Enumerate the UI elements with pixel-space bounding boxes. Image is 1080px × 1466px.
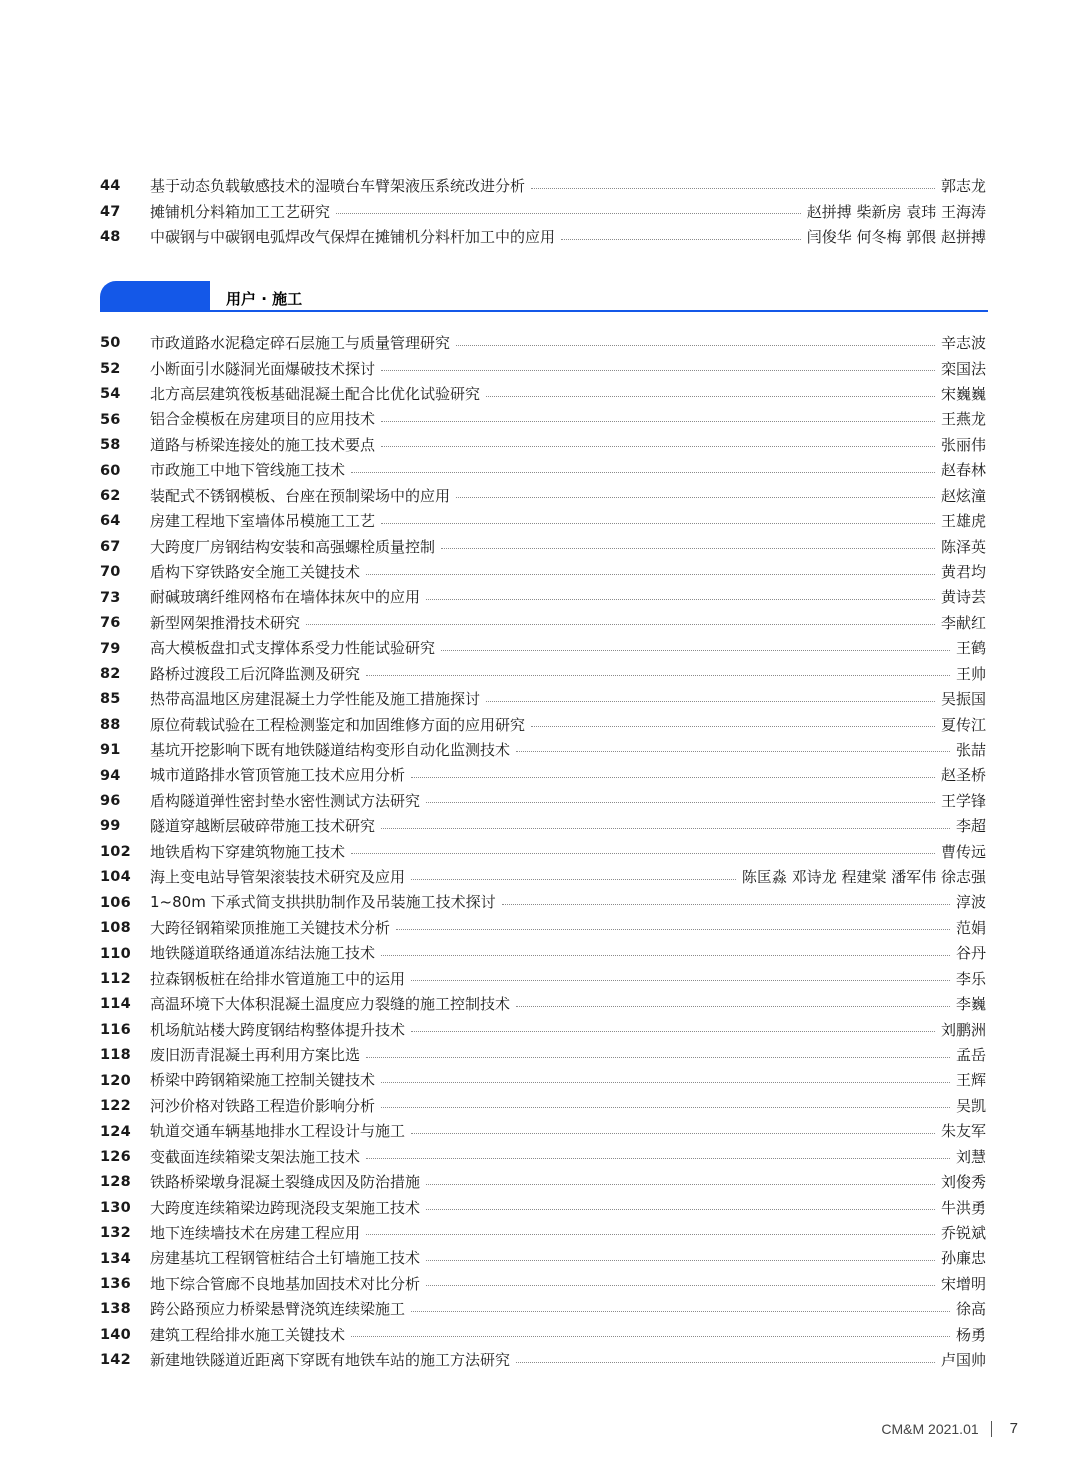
toc-page-number: 54 bbox=[100, 386, 121, 403]
toc-dot-leader bbox=[441, 650, 950, 651]
toc-article-title: 高温环境下大体积混凝土温度应力裂缝的施工控制技术 bbox=[150, 995, 511, 1014]
toc-article-title: 海上变电站导管架滚装技术研究及应用 bbox=[150, 868, 406, 887]
toc-dot-leader bbox=[426, 802, 935, 803]
toc-article-title: 新型网架推滑技术研究 bbox=[150, 613, 301, 632]
toc-entry bbox=[100, 1068, 986, 1093]
toc-page-number: 102 bbox=[100, 843, 131, 860]
toc-authors: 王学锋 bbox=[940, 791, 986, 810]
footer-journal: CM&M 2021.01 bbox=[881, 1420, 979, 1437]
toc-entry bbox=[100, 738, 986, 763]
toc-article-title: 盾构下穿铁路安全施工关键技术 bbox=[150, 563, 361, 581]
toc-entry bbox=[100, 199, 986, 224]
toc-entry bbox=[100, 407, 986, 432]
toc-entry bbox=[100, 225, 986, 250]
toc-entry bbox=[100, 560, 986, 585]
toc-article-title: 地铁隧道联络通道冻结法施工技术 bbox=[150, 944, 376, 963]
toc-authors: 栾国法 bbox=[940, 359, 986, 378]
toc-article-title: 市政施工中地下管线施工技术 bbox=[150, 461, 346, 480]
toc-authors: 王辉 bbox=[955, 1071, 986, 1090]
toc-authors: 李乐 bbox=[955, 969, 986, 988]
toc-page-number: 85 bbox=[100, 691, 121, 708]
toc-page-number: 62 bbox=[100, 487, 121, 504]
toc-dot-leader bbox=[411, 1311, 950, 1312]
toc-page-number: 58 bbox=[100, 437, 121, 454]
toc-page-number: 106 bbox=[100, 894, 131, 911]
toc-page-number: 82 bbox=[100, 665, 121, 682]
toc-authors: 黄君均 bbox=[940, 563, 986, 581]
toc-article-title: 废旧沥青混凝土再利用方案比选 bbox=[150, 1046, 361, 1065]
toc-authors: 吴凯 bbox=[955, 1096, 986, 1115]
toc-article-title: 大跨径钢箱梁顶推施工关键技术分析 bbox=[150, 918, 391, 937]
toc-authors: 宋增明 bbox=[940, 1274, 986, 1293]
toc-dot-leader bbox=[411, 777, 935, 778]
toc-page-number: 44 bbox=[100, 178, 121, 195]
toc-authors: 刘鹏洲 bbox=[940, 1020, 986, 1039]
toc-dot-leader bbox=[516, 751, 950, 752]
toc-page-number: 104 bbox=[100, 869, 131, 886]
toc-page-number: 112 bbox=[100, 971, 131, 987]
page-number: 7 bbox=[1009, 1420, 1018, 1437]
toc-dot-leader bbox=[502, 904, 950, 905]
toc-dot-leader bbox=[426, 599, 935, 600]
toc-authors: 孙廉忠 bbox=[940, 1249, 986, 1268]
toc-page-number: 128 bbox=[100, 1174, 131, 1191]
toc-article-title: 建筑工程给排水施工关键技术 bbox=[150, 1325, 346, 1344]
toc-page-number: 79 bbox=[100, 640, 121, 657]
toc-dot-leader bbox=[396, 929, 950, 930]
toc-dot-leader bbox=[516, 1362, 935, 1363]
toc-authors: 赵拼搏 柴新房 袁玮 王海涛 bbox=[806, 202, 986, 221]
toc-dot-leader bbox=[516, 1006, 950, 1007]
toc-authors: 朱友军 bbox=[940, 1122, 986, 1141]
toc-article-title: 铝合金模板在房建项目的应用技术 bbox=[150, 410, 376, 429]
toc-dot-leader bbox=[366, 675, 950, 676]
section-divider bbox=[100, 310, 988, 312]
toc-article-title: 1~80m 下承式简支拱拱肋制作及吊装施工技术探讨 bbox=[150, 893, 496, 912]
toc-dot-leader bbox=[411, 1133, 935, 1134]
toc-page-number: 120 bbox=[100, 1072, 131, 1089]
toc-entry bbox=[100, 1297, 986, 1322]
toc-dot-leader bbox=[456, 497, 935, 498]
toc-dot-leader bbox=[531, 726, 935, 727]
toc-article-title: 房建基坑工程钢管桩结合土钉墙施工技术 bbox=[150, 1249, 421, 1268]
toc-authors: 郭志龙 bbox=[940, 177, 986, 196]
toc-article-title: 耐碱玻璃纤维网格布在墙体抹灰中的应用 bbox=[150, 588, 421, 607]
toc-dot-leader bbox=[366, 574, 935, 575]
toc-entry bbox=[100, 967, 986, 992]
toc-page-number: 132 bbox=[100, 1225, 131, 1242]
toc-article-title: 路桥过渡段工后沉降监测及研究 bbox=[150, 664, 361, 683]
toc-entry bbox=[100, 1145, 986, 1170]
toc-authors: 范娟 bbox=[955, 918, 986, 937]
toc-authors: 王燕龙 bbox=[940, 410, 986, 429]
toc-page-number: 122 bbox=[100, 1098, 131, 1115]
toc-entry bbox=[100, 916, 986, 941]
toc-article-title: 河沙价格对铁路工程造价影响分析 bbox=[150, 1096, 376, 1115]
toc-authors: 赵圣桥 bbox=[940, 766, 986, 785]
toc-dot-leader bbox=[411, 879, 736, 880]
toc-authors: 牛洪勇 bbox=[940, 1198, 986, 1217]
toc-dot-leader bbox=[486, 701, 935, 702]
toc-dot-leader bbox=[306, 624, 935, 625]
toc-entry bbox=[100, 814, 986, 839]
toc-dot-leader bbox=[381, 1107, 950, 1108]
toc-authors: 王帅 bbox=[955, 664, 986, 683]
toc-entry bbox=[100, 1246, 986, 1271]
toc-authors: 李巍 bbox=[955, 995, 986, 1014]
toc-article-title: 盾构隧道弹性密封垫水密性测试方法研究 bbox=[150, 791, 421, 810]
toc-entry bbox=[100, 1119, 986, 1144]
toc-dot-leader bbox=[531, 188, 935, 189]
section-tab bbox=[100, 281, 210, 311]
toc-article-title: 高大模板盘扣式支撑体系受力性能试验研究 bbox=[150, 639, 436, 658]
toc-authors: 刘慧 bbox=[955, 1147, 986, 1166]
toc-article-title: 基坑开挖影响下既有地铁隧道结构变形自动化监测技术 bbox=[150, 740, 511, 759]
toc-article-title: 市政道路水泥稳定碎石层施工与质量管理研究 bbox=[150, 334, 451, 353]
toc-article-title: 摊铺机分料箱加工工艺研究 bbox=[150, 202, 331, 221]
toc-authors: 闫俊华 何冬梅 郭偎 赵拼搏 bbox=[806, 228, 986, 247]
toc-entry bbox=[100, 534, 986, 559]
toc-dot-leader bbox=[411, 980, 950, 981]
toc-entry bbox=[100, 661, 986, 686]
toc-article-title: 机场航站楼大跨度钢结构整体提升技术 bbox=[150, 1020, 406, 1039]
toc-authors: 刘俊秀 bbox=[940, 1173, 986, 1192]
toc-authors: 谷丹 bbox=[955, 944, 986, 963]
toc-dot-leader bbox=[366, 1158, 950, 1159]
toc-entry bbox=[100, 890, 986, 915]
toc-dot-leader bbox=[381, 1082, 950, 1083]
toc-dot-leader bbox=[336, 213, 801, 214]
toc-page-number: 124 bbox=[100, 1123, 131, 1140]
toc-entry bbox=[100, 763, 986, 788]
toc-entry bbox=[100, 331, 986, 356]
toc-entry bbox=[100, 509, 986, 534]
toc-dot-leader bbox=[381, 370, 935, 371]
toc-page-number: 142 bbox=[100, 1352, 131, 1369]
toc-page-number: 108 bbox=[100, 920, 131, 937]
toc-page-number: 73 bbox=[100, 589, 121, 606]
toc-entry bbox=[100, 1170, 986, 1195]
toc-page-number: 138 bbox=[100, 1301, 131, 1318]
toc-page-number: 96 bbox=[100, 793, 121, 810]
toc-authors: 曹传远 bbox=[940, 842, 986, 861]
toc-entry bbox=[100, 382, 986, 407]
toc-authors: 杨勇 bbox=[955, 1325, 986, 1344]
toc-authors: 吴振国 bbox=[940, 690, 986, 709]
toc-entry bbox=[100, 1043, 986, 1068]
toc-dot-leader bbox=[381, 955, 950, 956]
toc-page-number: 140 bbox=[100, 1326, 131, 1343]
toc-dot-leader bbox=[486, 396, 935, 397]
toc-article-title: 城市道路排水管顶管施工技术应用分析 bbox=[150, 766, 406, 785]
toc-authors: 乔锐斌 bbox=[940, 1223, 986, 1242]
toc-article-title: 地下综合管廊不良地基加固技术对比分析 bbox=[150, 1274, 421, 1293]
toc-page-number: 88 bbox=[100, 716, 121, 733]
toc-authors: 陈泽英 bbox=[940, 537, 986, 556]
toc-entry bbox=[100, 839, 986, 864]
toc-article-title: 轨道交通车辆基地排水工程设计与施工 bbox=[150, 1122, 406, 1141]
toc-dot-leader bbox=[426, 1285, 935, 1286]
toc-authors: 王雄虎 bbox=[940, 512, 986, 531]
toc-authors: 夏传江 bbox=[940, 715, 986, 734]
toc-page-number: 52 bbox=[100, 360, 121, 377]
toc-article-title: 大跨度厂房钢结构安装和高强螺栓质量控制 bbox=[150, 537, 436, 556]
toc-article-title: 北方高层建筑筏板基础混凝土配合比优化试验研究 bbox=[150, 385, 481, 404]
toc-list-main bbox=[100, 331, 986, 1373]
toc-dot-leader bbox=[381, 523, 935, 524]
toc-article-title: 铁路桥梁墩身混凝土裂缝成因及防治措施 bbox=[150, 1173, 421, 1192]
toc-entry bbox=[100, 484, 986, 509]
toc-article-title: 道路与桥梁连接处的施工技术要点 bbox=[150, 435, 376, 454]
toc-authors: 赵春林 bbox=[940, 461, 986, 480]
toc-entry bbox=[100, 174, 986, 199]
toc-authors: 张丽伟 bbox=[940, 435, 986, 454]
toc-authors: 宋巍巍 bbox=[940, 385, 986, 404]
toc-dot-leader bbox=[381, 828, 950, 829]
toc-page-number: 76 bbox=[100, 615, 121, 632]
toc-authors: 李献红 bbox=[940, 613, 986, 632]
toc-article-title: 新建地铁隧道近距离下穿既有地铁车站的施工方法研究 bbox=[150, 1351, 511, 1370]
toc-list-top bbox=[100, 174, 986, 250]
toc-entry bbox=[100, 611, 986, 636]
toc-entry bbox=[100, 712, 986, 737]
toc-authors: 赵炫潼 bbox=[940, 486, 986, 505]
toc-dot-leader bbox=[411, 1031, 935, 1032]
toc-page-number: 134 bbox=[100, 1250, 131, 1267]
toc-entry bbox=[100, 585, 986, 610]
section-title: 用户 · 施工 bbox=[226, 290, 303, 308]
toc-entry bbox=[100, 458, 986, 483]
toc-article-title: 地下连续墙技术在房建工程应用 bbox=[150, 1223, 361, 1242]
toc-dot-leader bbox=[426, 1260, 935, 1261]
toc-article-title: 小断面引水隧洞光面爆破技术探讨 bbox=[150, 359, 376, 378]
toc-authors: 黄诗芸 bbox=[940, 588, 986, 607]
toc-article-title: 中碳钢与中碳钢电弧焊改气保焊在摊铺机分料杆加工中的应用 bbox=[150, 228, 556, 247]
toc-entry bbox=[100, 687, 986, 712]
footer-divider bbox=[991, 1421, 992, 1437]
toc-authors: 徐高 bbox=[955, 1300, 986, 1319]
toc-page-number: 116 bbox=[100, 1021, 131, 1038]
toc-entry bbox=[100, 636, 986, 661]
toc-authors: 张喆 bbox=[955, 740, 986, 759]
toc-entry bbox=[100, 941, 986, 966]
toc-article-title: 装配式不锈钢模板、台座在预制梁场中的应用 bbox=[150, 486, 451, 505]
toc-authors: 淳波 bbox=[955, 893, 986, 912]
toc-page-number: 67 bbox=[100, 538, 121, 555]
toc-page-number: 47 bbox=[100, 203, 121, 220]
toc-entry bbox=[100, 1348, 986, 1373]
toc-page-number: 50 bbox=[100, 335, 121, 352]
toc-page-number: 126 bbox=[100, 1148, 131, 1165]
toc-dot-leader bbox=[381, 421, 935, 422]
toc-entry bbox=[100, 789, 986, 814]
toc-dot-leader bbox=[366, 1234, 935, 1235]
toc-article-title: 原位荷载试验在工程检测鉴定和加固维修方面的应用研究 bbox=[150, 715, 526, 734]
toc-entry bbox=[100, 992, 986, 1017]
toc-page-number: 99 bbox=[100, 818, 121, 835]
toc-dot-leader bbox=[381, 446, 935, 447]
section-header bbox=[100, 281, 988, 313]
toc-authors: 辛志波 bbox=[940, 334, 986, 353]
toc-article-title: 房建工程地下室墙体吊模施工工艺 bbox=[150, 512, 376, 531]
toc-dot-leader bbox=[456, 345, 935, 346]
toc-dot-leader bbox=[441, 548, 935, 549]
toc-article-title: 桥梁中跨钢箱梁施工控制关键技术 bbox=[150, 1071, 376, 1090]
toc-entry bbox=[100, 356, 986, 381]
toc-article-title: 热带高温地区房建混凝土力学性能及施工措施探讨 bbox=[150, 690, 481, 709]
toc-dot-leader bbox=[426, 1209, 935, 1210]
toc-authors: 卢国帅 bbox=[940, 1351, 986, 1370]
toc-article-title: 变截面连续箱梁支架法施工技术 bbox=[150, 1147, 361, 1166]
toc-page-number: 114 bbox=[100, 996, 131, 1013]
toc-entry bbox=[100, 433, 986, 458]
toc-article-title: 大跨度连续箱梁边跨现浇段支架施工技术 bbox=[150, 1198, 421, 1217]
toc-article-title: 拉森钢板桩在给排水管道施工中的运用 bbox=[150, 969, 406, 988]
toc-page-number: 94 bbox=[100, 767, 121, 784]
toc-page-number: 136 bbox=[100, 1276, 131, 1293]
toc-dot-leader bbox=[351, 853, 935, 854]
toc-dot-leader bbox=[366, 1057, 950, 1058]
toc-authors: 陈匡淼 邓诗龙 程建棠 潘军伟 徐志强 bbox=[741, 868, 986, 887]
toc-dot-leader bbox=[351, 472, 935, 473]
toc-entry bbox=[100, 1195, 986, 1220]
page-footer bbox=[881, 1420, 1018, 1437]
toc-entry bbox=[100, 865, 986, 890]
toc-page-number: 110 bbox=[100, 945, 131, 962]
toc-dot-leader bbox=[561, 239, 801, 240]
toc-page-number: 118 bbox=[100, 1047, 131, 1064]
toc-page-number: 91 bbox=[100, 742, 121, 759]
toc-page-number: 70 bbox=[100, 564, 121, 581]
toc-article-title: 基于动态负载敏感技术的湿喷台车臂架液压系统改进分析 bbox=[150, 177, 526, 196]
toc-page-number: 56 bbox=[100, 411, 121, 428]
toc-page-number: 130 bbox=[100, 1199, 131, 1216]
toc-page-number: 60 bbox=[100, 462, 121, 479]
toc-page-number: 48 bbox=[100, 229, 121, 246]
toc-article-title: 隧道穿越断层破碎带施工技术研究 bbox=[150, 817, 376, 836]
toc-dot-leader bbox=[351, 1336, 950, 1337]
toc-authors: 王鹤 bbox=[955, 639, 986, 658]
toc-authors: 孟岳 bbox=[955, 1046, 986, 1065]
toc-article-title: 地铁盾构下穿建筑物施工技术 bbox=[150, 842, 346, 861]
toc-authors: 李超 bbox=[955, 817, 986, 836]
toc-entry bbox=[100, 1221, 986, 1246]
toc-entry bbox=[100, 1017, 986, 1042]
toc-page-number: 64 bbox=[100, 513, 121, 530]
toc-entry bbox=[100, 1094, 986, 1119]
toc-entry bbox=[100, 1272, 986, 1297]
toc-dot-leader bbox=[426, 1184, 935, 1185]
toc-entry bbox=[100, 1322, 986, 1347]
toc-article-title: 跨公路预应力桥梁悬臂浇筑连续梁施工 bbox=[150, 1300, 406, 1319]
